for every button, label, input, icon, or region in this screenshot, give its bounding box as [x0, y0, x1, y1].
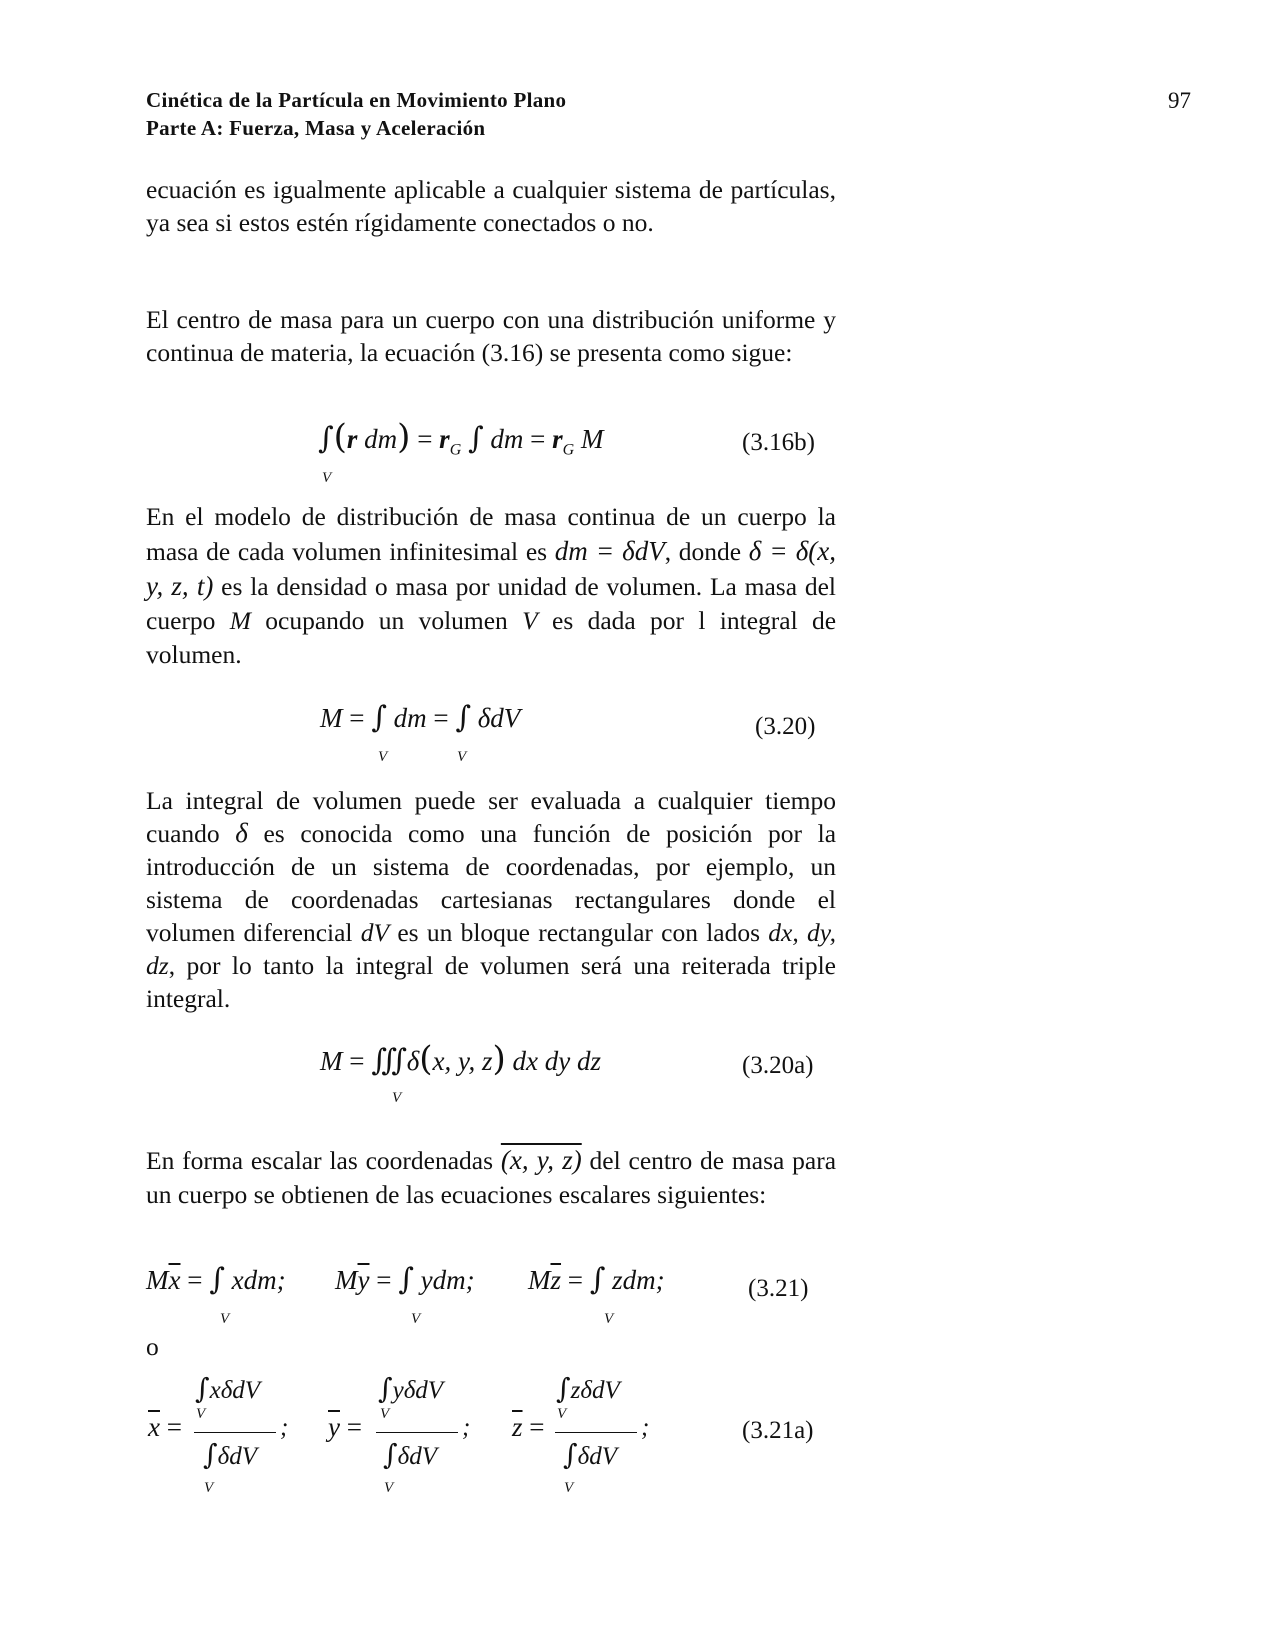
p4-text-a: La integral de volumen puede ser evaluada a cualquier tiempo cuando [146, 786, 836, 848]
y-fraction-bar [376, 1432, 458, 1433]
equation-3-21-y: $M\overline{y}$ = ∫ ydm; [335, 1262, 475, 1297]
equation-3-21-subscript-3: V [604, 1311, 614, 1327]
equation-3-21-x: $M\overline{x}$ = ∫ xdm; [146, 1262, 286, 1297]
equation-3-21a-x-denominator: ∫δdV [203, 1438, 257, 1471]
p3-text-e: es dada por l integral de volumen. [146, 606, 837, 669]
equation-3-21a-z-lhs: $\overline{z}$ = [512, 1412, 545, 1442]
equation-3-16b-subscript: V [322, 470, 332, 486]
equation-3-21-z-integrand: zdm; [612, 1265, 665, 1295]
equation-3-20a-subscript: V [392, 1090, 402, 1106]
equation-3-21a-x-lhs: $\overline{x}$ = [148, 1412, 182, 1442]
equation-3-21a-y-lhs: $\overline{y}$ = [328, 1412, 362, 1442]
p4-text-c: es un bloque rectangular con lados [397, 918, 761, 947]
equation-3-20a: M = ∭δ(x, y, z) dx dy dz [320, 1039, 602, 1079]
p5-text-b: del centro de masa para un cuerpo se obtienen de las ecuaciones escalares siguientes: [146, 1146, 837, 1209]
equation-3-21a-x-numerator: ∫xδdV [195, 1372, 261, 1405]
paragraph-scalar-coordinates [146, 1143, 836, 1212]
z-fraction-bar [555, 1432, 637, 1433]
paragraph-continuation: ecuación es igualmente aplicable a cualquier sistema de partículas, ya sea si estos estén rígidamente conectados o no. [146, 175, 836, 237]
chapter-title: Cinética de la Partícula en Movimiento Plano [146, 88, 567, 112]
x-numerator-integrand: xδdV [209, 1377, 261, 1404]
p3-dm-equation: dm = δdV [554, 536, 665, 566]
equation-3-21a-number: (3.21a) [742, 1417, 814, 1444]
or-connector: o [146, 1332, 159, 1361]
equation-3-16b: ∫(r $dm) = r_G$ ∫ dm = $r_G$ M [318, 417, 604, 459]
equation-3-21-subscript-1: V [220, 1311, 230, 1327]
p3-text-a: En el modelo de distribución de masa continua de un cuerpo la masa de cada volumen infinitesimal es [146, 502, 836, 566]
equation-3-20-subscript-1: V [378, 749, 388, 765]
equation-3-21a-y-numerator: ∫yδdV [378, 1372, 444, 1405]
equation-3-21-z: $M\overline{z}$ = ∫ zdm; [528, 1262, 665, 1297]
equation-3-21-number: (3.21) [748, 1275, 809, 1302]
z-numerator-integrand: zδdV [570, 1377, 620, 1404]
y-denominator-integrand: δdV [397, 1443, 437, 1470]
p4-text-d: , por lo tanto la integral de volumen será una reiterada triple integral. [146, 951, 836, 1013]
x-denominator-integrand: δdV [217, 1443, 257, 1470]
x-fraction-bar [194, 1432, 276, 1433]
paragraph-volume-integral [146, 784, 836, 1015]
z-denominator-integrand: δdV [577, 1443, 617, 1470]
x-denominator-subscript: V [204, 1480, 214, 1496]
y-denominator-subscript: V [384, 1480, 394, 1496]
equation-3-21-x-integrand: xdm; [231, 1265, 286, 1295]
x-semicolon: ; [280, 1414, 289, 1441]
p3-V-symbol: V [522, 606, 538, 635]
page-number: 97 [1168, 88, 1191, 113]
section-subtitle: Parte A: Fuerza, Masa y Aceleración [146, 116, 486, 140]
p4-sides: dx, dy, dz [146, 918, 837, 980]
equation-3-21a-z-denominator: ∫δdV [563, 1438, 617, 1471]
z-semicolon: ; [641, 1414, 650, 1441]
equation-3-21a-y-denominator: ∫δdV [383, 1438, 437, 1471]
y-semicolon: ; [462, 1414, 471, 1441]
equation-3-21-subscript-2: V [411, 1311, 421, 1327]
p4-delta-symbol: δ [235, 818, 248, 848]
p5-coordinates: (x, y, z) [500, 1145, 582, 1175]
p3-M-symbol: M [229, 606, 251, 635]
y-numerator-subscript: V [380, 1406, 390, 1422]
paragraph-center-of-mass: El centro de masa para un cuerpo con una distribución uniforme y continua de materia, la ecuación (3.16) se presenta como sigue: [146, 305, 836, 367]
p3-delta-equation: δ = δ(x, y, z, t) [146, 536, 836, 601]
y-numerator-integrand: yδdV [392, 1377, 444, 1404]
equation-3-20-subscript-2: V [457, 749, 467, 765]
p4-dV-symbol: dV [360, 918, 390, 947]
equation-3-20-number: (3.20) [755, 713, 816, 740]
p3-text-d: ocupando un volumen [265, 606, 508, 635]
paragraph-density [146, 500, 836, 672]
equation-3-20a-number: (3.20a) [742, 1052, 814, 1079]
equation-3-21a-z-numerator: ∫zδdV [556, 1372, 620, 1405]
equation-3-20: M = ∫ dm = ∫ δdV [320, 700, 521, 735]
z-numerator-subscript: V [557, 1406, 567, 1422]
equation-3-16b-number: (3.16b) [742, 429, 815, 456]
z-denominator-subscript: V [564, 1480, 574, 1496]
p4-text-b: es conocida como una función de posición por la introducción de un sistema de coordenadas, por ejemplo, un sistema de coordenadas cartesianas rectangulares donde el volumen diferencial [146, 819, 837, 947]
p5-text-a: En forma escalar las coordenadas [146, 1146, 494, 1175]
p3-text-b: , donde [664, 537, 742, 566]
p3-text-c: es la densidad o masa por unidad de volumen. La masa del cuerpo [146, 572, 836, 635]
equation-3-21-y-integrand: ydm; [420, 1265, 475, 1295]
x-numerator-subscript: V [196, 1406, 206, 1422]
